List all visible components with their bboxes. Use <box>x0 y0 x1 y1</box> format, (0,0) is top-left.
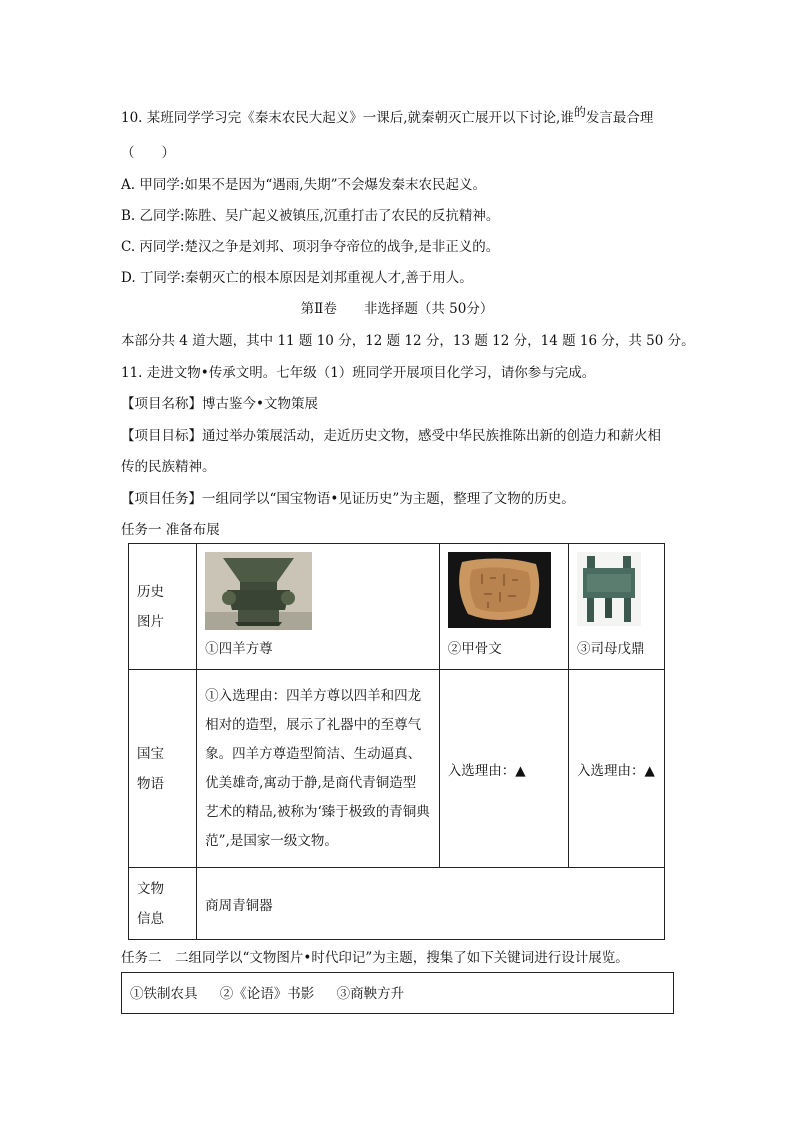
row-header-line: 历史 <box>137 583 164 600</box>
q10-stem <box>121 105 654 128</box>
table-row-images <box>129 544 665 670</box>
q10-option-a: A. 甲同学:如果不是因为“遇雨,失期”不会爆发秦末农民起义。 <box>121 177 486 193</box>
section-title: 第Ⅱ卷 非选择题（共 50分） <box>300 301 494 317</box>
q11-stem: 11. 走进文物•传承文明。七年级（1）班同学开展项目化学习，请你参与完成。 <box>121 365 596 381</box>
q10-option-c: C. 丙同学:楚汉之争是刘邦、项羽争夺帝位的战争,是非正义的。 <box>121 239 500 255</box>
keyword-item: ③商鞅方升 <box>336 986 405 1002</box>
row-header-info <box>129 868 197 940</box>
project-task: 【项目任务】一组同学以“国宝物语•见证历史”为主题，整理了文物的历史。 <box>121 491 575 507</box>
row-header-images <box>129 544 197 670</box>
q10-paren: （ ） <box>121 145 175 161</box>
section-desc: 本部分共 4 道大题，其中 11 题 10 分，12 题 12 分，13 题 12 分，14 题 16 分，共 50 分。 <box>121 333 695 349</box>
project-name: 【项目名称】博古鉴今•文物策展 <box>121 396 318 412</box>
table-row-lore <box>129 670 665 868</box>
row-header-line: 国宝 <box>137 745 164 762</box>
q10-stem-sup: 的 <box>573 105 586 119</box>
keyword-item: ②《论语》书影 <box>219 986 315 1002</box>
lore-four-goat-zun <box>197 670 440 868</box>
row-header-line: 图片 <box>137 613 164 630</box>
row-header-line: 物语 <box>137 775 164 792</box>
task1-title: 任务一 准备布展 <box>121 522 220 538</box>
table-row-info <box>129 868 665 940</box>
exhibit-table <box>128 543 665 940</box>
oracle-bone-photo <box>448 552 551 628</box>
row-header-line: 信息 <box>137 910 164 927</box>
q10-stem-text: 10. 某班同学学习完《秦末农民大起义》一课后,就秦朝灭亡展开以下讨论,谁 <box>121 110 574 126</box>
keyword-item: ①铁制农具 <box>130 986 198 1002</box>
caption-simuwu-ding: ③司母戊鼎 <box>577 641 645 657</box>
lore-line: 相对的造型，展示了礼器中的至尊气 <box>205 716 422 733</box>
four-goat-zun-photo <box>205 552 312 630</box>
lore-line: 优美雄奇,寓动于静,是商代青铜造型 <box>205 774 417 791</box>
q10-option-b: B. 乙同学:陈胜、吴广起义被镇压,沉重打击了农民的反抗精神。 <box>121 208 500 224</box>
q10-option-d: D. 丁同学:秦朝灭亡的根本原因是刘邦重视人才,善于用人。 <box>121 270 473 286</box>
cell-simuwu-ding <box>569 544 665 670</box>
task2-title: 任务二 二组同学以“文物图片•时代印记”为主题，搜集了如下关键词进行设计展览。 <box>121 950 629 966</box>
project-goal-line2: 传的民族精神。 <box>121 459 216 475</box>
row-header-lore <box>129 670 197 868</box>
project-goal-line1: 【项目目标】通过举办策展活动，走近历史文物，感受中华民族推陈出新的创造力和薪火相 <box>121 428 661 444</box>
lore-line: 范”,是国家一级文物。 <box>205 832 338 849</box>
q10-stem-end: 发言最合理 <box>585 110 654 126</box>
lore-line: ①入选理由：四羊方尊以四羊和四龙 <box>205 687 422 704</box>
lore-line: 艺术的精品,被称为‘臻于极致的青铜典 <box>205 803 430 820</box>
artifact-info: 商周青铜器 <box>197 868 665 940</box>
cell-oracle-bone <box>439 544 568 670</box>
task2-keywords-box <box>121 972 674 1014</box>
lore-simuwu-ding: 入选理由：▲ <box>569 670 665 868</box>
cell-four-goat-zun <box>197 544 440 670</box>
row-header-line: 文物 <box>137 880 164 897</box>
caption-four-goat-zun: ①四羊方尊 <box>205 641 273 657</box>
lore-line: 象。四羊方尊造型简洁、生动逼真、 <box>205 745 422 762</box>
simuwu-ding-photo <box>577 552 641 626</box>
caption-oracle-bone: ②甲骨文 <box>447 641 502 657</box>
lore-oracle-bone: 入选理由：▲ <box>439 670 568 868</box>
